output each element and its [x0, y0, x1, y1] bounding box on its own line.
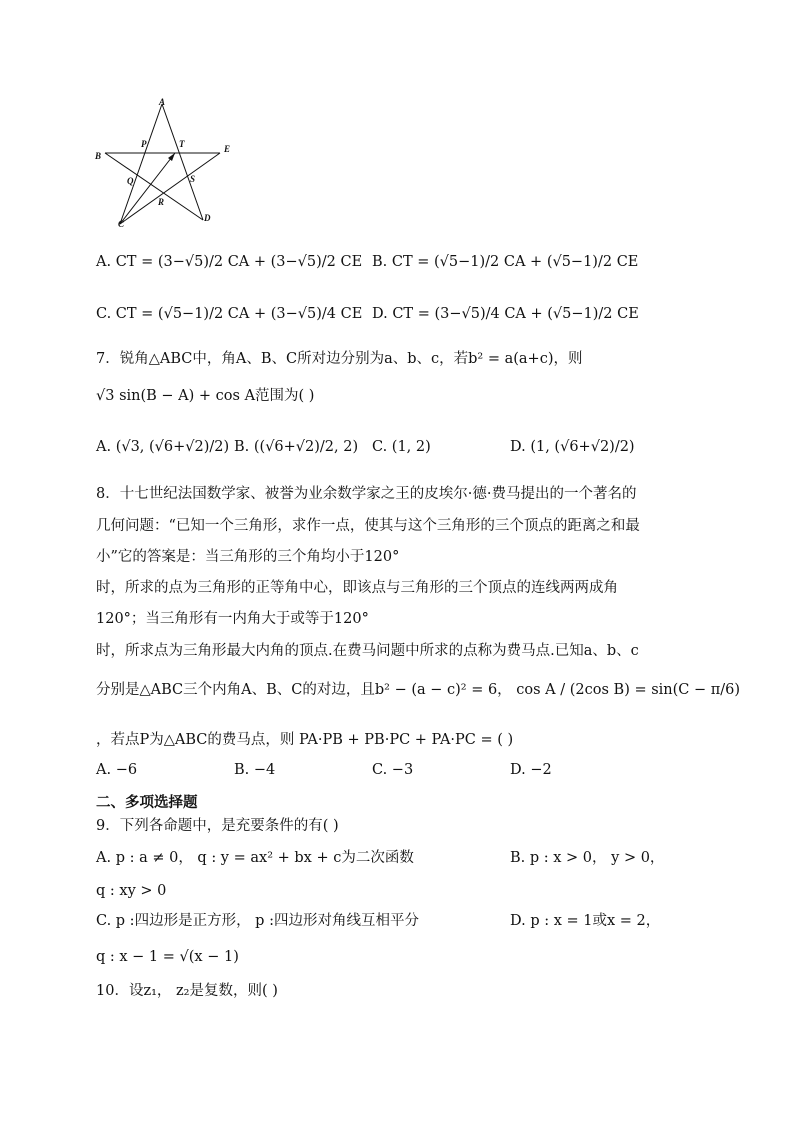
q8-option-d: D. −2 — [510, 762, 552, 778]
q7-line1: 7．锐角△ABC中，角A、B、C所对边分别为a、b、c，若b² = a(a+c)，则 — [96, 351, 583, 367]
label-D: D — [204, 213, 211, 223]
q8-line-3: 小”它的答案是：当三角形的三个角均小于120° — [96, 549, 400, 565]
q6-option-c: C. CT = (√5−1)/2 CA + (3−√5)/4 CE — [96, 306, 363, 322]
label-B: B — [95, 151, 102, 161]
q8-option-b: B. −4 — [234, 762, 276, 778]
section-2-title: 二、多项选择题 — [96, 794, 198, 811]
q8-line-6: 时，所求点为三角形最大内角的顶点.在费马问题中所求的点称为费马点.已知a、b、c — [96, 643, 639, 659]
q8-line-4: 时，所求的点为三角形的正等角中心，即该点与三角形的三个顶点的连线两两成角 — [96, 580, 618, 596]
q8-line-7: 分别是△ABC三个内角A、B、C的对边，且b² − (a − c)² = 6， cos A / (2cos B) = sin(C − π/6) — [96, 682, 741, 698]
label-T: T — [179, 139, 185, 149]
q6-option-a: A. CT = (3−√5)/2 CA + (3−√5)/2 CE — [96, 254, 363, 270]
pentagram-figure — [90, 96, 240, 231]
q8-line-1: 8．十七世纪法国数学家、被誉为业余数学家之王的皮埃尔·德·费马提出的一个著名的 — [96, 486, 637, 502]
q6-option-b: B. CT = (√5−1)/2 CA + (√5−1)/2 CE — [372, 254, 639, 270]
q9-option-d: D. p : x = 1或x = 2， — [510, 913, 661, 929]
label-R: R — [158, 197, 165, 207]
q10-stem: 10．设z₁， z₂是复数，则( ) — [96, 983, 278, 999]
q8-line-5: 120°；当三角形有一内角大于或等于120° — [96, 611, 369, 627]
q6-option-d: D. CT = (3−√5)/4 CA + (√5−1)/2 CE — [372, 306, 639, 322]
label-C: C — [118, 219, 125, 229]
q8-line-2: 几何问题：“已知一个三角形，求作一点，使其与这个三角形的三个顶点的距离之和最 — [96, 518, 640, 534]
label-E: E — [224, 144, 231, 154]
q9-option-d-cont: q : x − 1 = √(x − 1) — [96, 949, 239, 965]
q8-option-a: A. −6 — [96, 762, 138, 778]
label-S: S — [190, 174, 196, 184]
q7-option-b: B. ((√6+√2)/2, 2) — [234, 439, 359, 455]
q9-option-c: C. p :四边形是正方形， p :四边形对角线互相平分 — [96, 913, 419, 929]
q7-option-c: C. (1, 2) — [372, 439, 431, 455]
label-A: A — [159, 97, 166, 107]
q8-line-8: ，若点P为△ABC的费马点，则 PA·PB + PB·PC + PA·PC = ( ) — [96, 732, 514, 748]
label-Q: Q — [127, 176, 134, 186]
q7-line2: √3 sin(B − A) + cos A范围为( ) — [96, 388, 315, 404]
label-P: P — [141, 139, 147, 149]
q9-option-b: B. p : x > 0， y > 0， — [510, 850, 665, 866]
q8-option-c: C. −3 — [372, 762, 414, 778]
q7-option-a: A. (√3, (√6+√2)/2) — [96, 439, 230, 455]
q9-stem: 9．下列各命题中，是充要条件的有( ) — [96, 818, 339, 834]
q9-option-b-cont: q : xy > 0 — [96, 883, 167, 899]
q7-option-d: D. (1, (√6+√2)/2) — [510, 439, 635, 455]
q9-option-a: A. p : a ≠ 0， q : y = ax² + bx + c为二次函数 — [96, 850, 414, 866]
